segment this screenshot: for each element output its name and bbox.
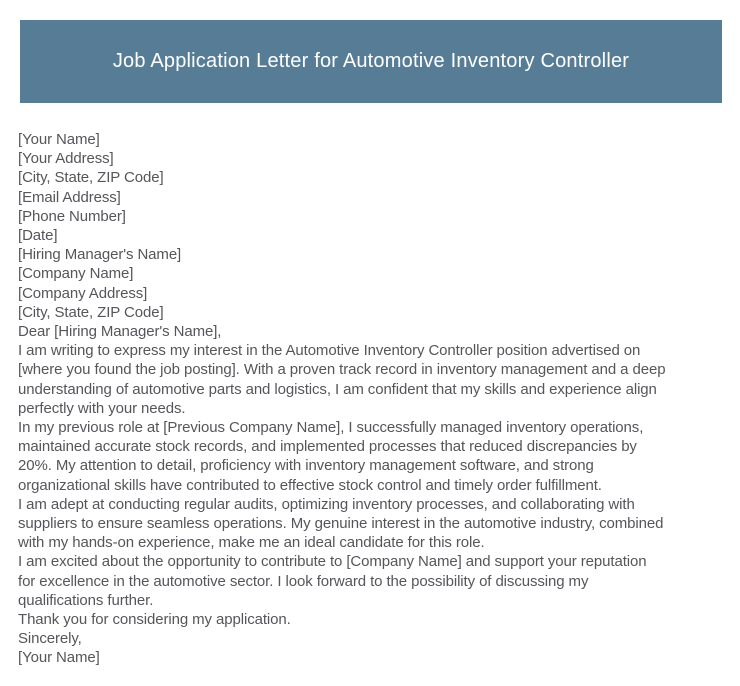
letter-line: Dear [Hiring Manager's Name],	[18, 323, 222, 341]
letter-line: perfectly with your needs.	[18, 399, 186, 417]
letter-body	[18, 130, 730, 668]
letter-line: [Hiring Manager's Name]	[18, 246, 182, 264]
letter-line: for excellence in the automotive sector. I look forward to the possibility of discussing my	[18, 572, 589, 590]
letter-line: Sincerely,	[18, 630, 82, 648]
letter-line: organizational skills have contributed to effective stock control and timely order fulfillment.	[18, 476, 602, 494]
letter-line: understanding of automotive parts and logistics, I am confident that my skills and experience align	[18, 380, 657, 398]
letter-line: [Email Address]	[18, 188, 121, 206]
letter-line: 20%. My attention to detail, proficiency with inventory management software, and strong	[18, 457, 594, 475]
letter-line: qualifications further.	[18, 591, 154, 609]
title-banner	[20, 20, 722, 103]
letter-line: maintained accurate stock records, and implemented processes that reduced discrepancies by	[18, 438, 637, 456]
letter-line: I am writing to express my interest in the Automotive Inventory Controller position advertised on	[18, 342, 641, 360]
letter-line: [Company Name]	[18, 265, 134, 283]
letter-line: [Your Name]	[18, 649, 100, 667]
letter-line: with my hands-on experience, make me an ideal candidate for this role.	[18, 534, 485, 552]
letter-line: I am excited about the opportunity to contribute to [Company Name] and support your reputation	[18, 553, 647, 571]
letter-line: [Your Name]	[18, 131, 100, 148]
letter-line: [City, State, ZIP Code]	[18, 169, 164, 187]
letter-line: [Date]	[18, 227, 58, 245]
letter-line: [Your Address]	[18, 150, 114, 168]
letter-line: suppliers to ensure seamless operations. My genuine interest in the automotive industry, combined	[18, 515, 664, 533]
letter-line: Thank you for considering my application.	[18, 611, 291, 629]
letter-line: [Company Address]	[18, 284, 148, 302]
letter-line: [where you found the job posting]. With a proven track record in inventory management and a deep	[18, 361, 666, 379]
document-title: Job Application Letter for Automotive Inventory Controller	[112, 50, 630, 72]
letter-line: [City, State, ZIP Code]	[18, 303, 164, 321]
letter-line: In my previous role at [Previous Company Name], I successfully managed inventory operations,	[18, 419, 644, 437]
letter-line: [Phone Number]	[18, 207, 126, 225]
letter-line: I am adept at conducting regular audits, optimizing inventory processes, and collaborating with	[18, 495, 635, 513]
